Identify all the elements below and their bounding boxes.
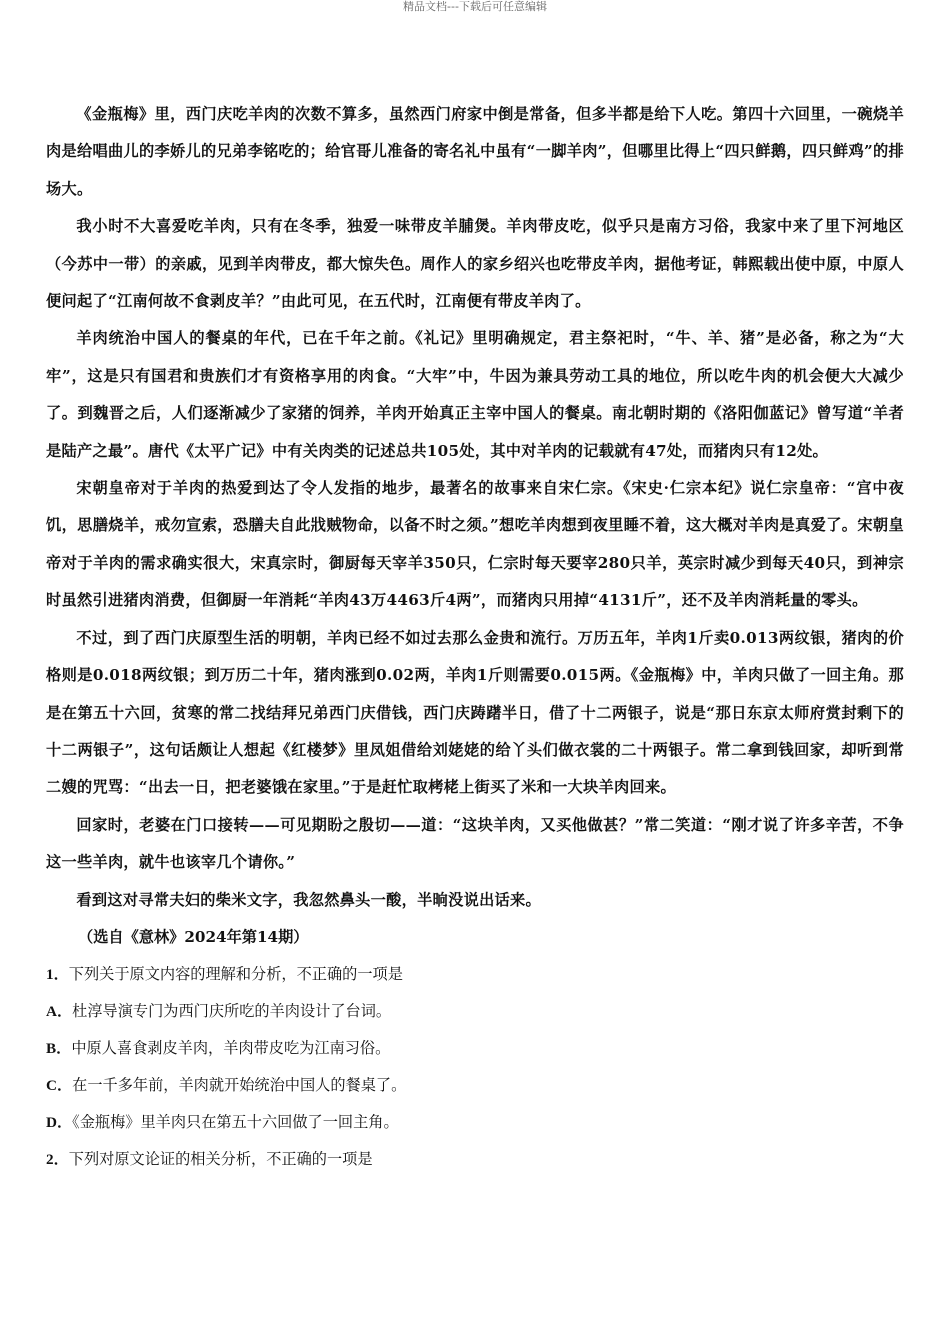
article-paragraph: 看到这对寻常夫妇的柴米文字，我忽然鼻头一酸，半晌没说出话来。 <box>76 890 542 909</box>
option-label: B． <box>46 1039 72 1057</box>
option-text: 中原人喜食剥皮羊肉，羊肉带皮吃为江南习俗。 <box>71 1038 391 1057</box>
question-number: 1． <box>46 965 69 983</box>
question-1 <box>46 956 904 993</box>
option-label: D． <box>46 1113 73 1131</box>
option-c <box>46 1067 904 1104</box>
document-body <box>46 96 904 1178</box>
option-text: 在一千多年前，羊肉就开始统治中国人的餐桌了。 <box>72 1075 407 1094</box>
question-number: 2． <box>46 1150 69 1168</box>
question-text: 下列关于原文内容的理解和分析，不正确的一项是 <box>68 964 403 983</box>
article-paragraph: 宋朝皇帝对于羊肉的热爱到达了令人发指的地步，最著名的故事来自宋仁宗。《宋史·仁宗本纪》说仁宗皇帝：“宫中夜饥，思膳烧羊，戒勿宣索，恐膳夫自此戕贼物命，以备不时之须。”想吃羊肉想到夜里睡不着，这大概对羊肉是真爱了。宋朝皇帝对于羊肉的需求确实很大，宋真宗时，御厨每天宰羊350只，仁宗时每天要宰280只羊，英宗时减少到每天40只，到神宗时虽然引进猪肉消费，但御厨一年消耗“羊肉43万4463斤4两”，而猪肉只用掉“4131斤”，还不及羊肉消耗量的零头。 <box>46 479 904 610</box>
option-text: 《金瓶梅》里羊肉只在第五十六回做了一回主角。 <box>72 1112 399 1131</box>
option-text: 杜淳导演专门为西门庆所吃的羊肉设计了台词。 <box>72 1001 392 1020</box>
option-d <box>46 1104 904 1141</box>
option-label: C． <box>46 1076 73 1094</box>
article-paragraph: 回家时，老婆在门口接转——可见期盼之殷切——道：“这块羊肉，又买他做甚？”常二笑道：“刚才说了许多辛苦，不争这一些羊肉，就牛也该宰几个请你。” <box>46 815 904 872</box>
article-paragraph: 我小时不大喜爱吃羊肉，只有在冬季，独爱一味带皮羊脯煲。羊肉带皮吃，似乎只是南方习俗，我家中来了里下河地区（今苏中一带）的亲戚，见到羊肉带皮，都大惊失色。周作人的家乡绍兴也吃带皮羊肉，据他考证，韩熙载出使中原，中原人便问起了“江南何故不食剥皮羊？”由此可见，在五代时，江南便有带皮羊肉了。 <box>46 217 904 311</box>
article-paragraph: 不过，到了西门庆原型生活的明朝，羊肉已经不如过去那么金贵和流行。万历五年，羊肉1斤卖0.013两纹银，猪肉的价格则是0.018两纹银；到万历二十年，猪肉涨到0.02两，羊肉1斤则需要0.015两。《金瓶梅》中，羊肉只做了一回主角。那是在第五十六回，贫寒的常二找结拜兄弟西门庆借钱，西门庆踌躇半日，借了十二两银子，说是“那日东京太师府赏封剩下的十二两银子”，这句话颇让人想起《红楼梦》里凤姐借给刘姥姥的给丫头们做衣裳的二十两银子。常二拿到钱回家，却听到常二嫂的咒骂：“出去一日，把老婆饿在家里。”于是赶忙取栲栳上街买了米和一大块羊肉回来。 <box>46 628 904 797</box>
option-label: A． <box>46 1002 73 1020</box>
article-paragraph: 羊肉统治中国人的餐桌的年代，已在千年之前。《礼记》里明确规定，君主祭祀时，“牛、羊、猪”是必备，称之为“大牢”，这是只有国君和贵族们才有资格享用的肉食。“大牢”中，牛因为兼具劳动工具的地位，所以吃牛肉的机会便大大减少了。到魏晋之后，人们逐渐减少了家猪的饲养，羊肉开始真正主宰中国人的餐桌。南北朝时期的《洛阳伽蓝记》曾写道“羊者是陆产之最”。唐代《太平广记》中有关肉类的记述总共105处，其中对羊肉的记载就有47处，而猪肉只有12处。 <box>46 329 904 460</box>
option-b <box>46 1030 904 1067</box>
question-2 <box>46 1141 904 1178</box>
option-a <box>46 993 904 1030</box>
article-paragraph: 《金瓶梅》里，西门庆吃羊肉的次数不算多，虽然西门府家中倒是常备，但多半都是给下人吃。第四十六回里，一碗烧羊肉是给唱曲儿的李娇儿的兄弟李铭吃的；给官哥儿准备的寄名礼中虽有“一脚羊肉”，但哪里比得上“四只鲜鹅，四只鲜鸡”的排场大。 <box>46 105 904 198</box>
page-header <box>0 0 950 14</box>
article-source: （选自《意林》2024年第14期） <box>78 927 309 946</box>
question-text: 下列对原文论证的相关分析，不正确的一项是 <box>68 1149 373 1168</box>
header-text: 精品文档---下载后可任意编辑 <box>403 0 547 13</box>
